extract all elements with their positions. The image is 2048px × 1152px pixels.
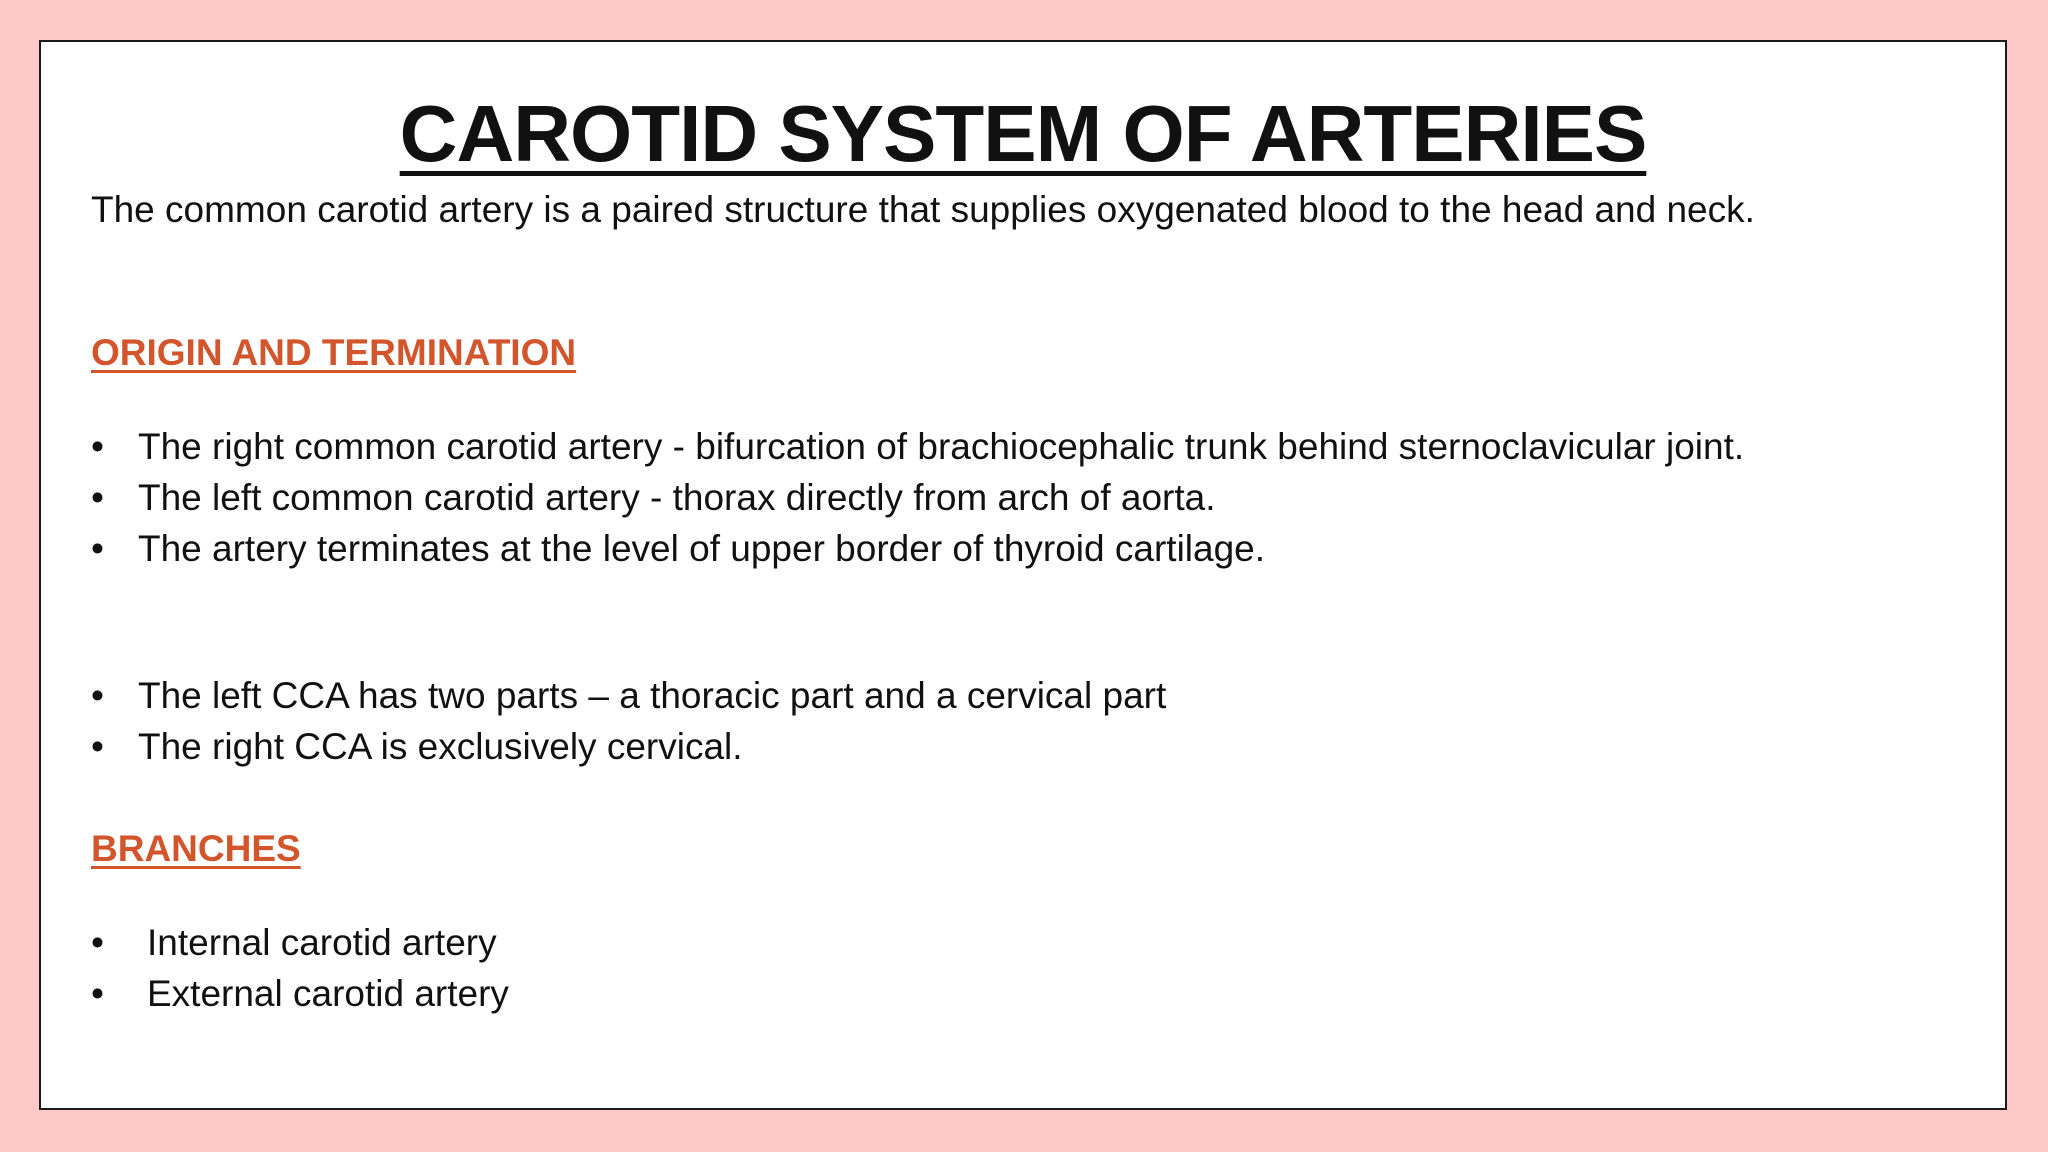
list-item-text: Internal carotid artery (147, 922, 497, 963)
list-item (91, 523, 1744, 574)
branches-heading: BRANCHES (91, 828, 301, 869)
list-item (91, 968, 509, 1019)
origin-heading: ORIGIN AND TERMINATION (91, 332, 577, 373)
slide-title-text: CAROTID SYSTEM OF ARTERIES (399, 89, 1647, 178)
bullet-icon: • (91, 675, 104, 716)
list-item-text: External carotid artery (147, 973, 509, 1014)
bullet-icon: • (91, 528, 104, 569)
list-item-text: The left common carotid artery - thorax directly from arch of aorta. (138, 477, 1216, 518)
list-item (91, 421, 1744, 472)
bullet-icon: • (91, 426, 104, 467)
origin-list (91, 421, 1744, 574)
list-item-text: The left CCA has two parts – a thoracic part and a cervical part (138, 675, 1167, 716)
list-item (91, 472, 1744, 523)
list-item-text: The right common carotid artery - bifurcation of brachiocephalic trunk behind sternoclavicular joint. (138, 426, 1745, 467)
slide-title (41, 89, 2005, 178)
list-item (91, 670, 1166, 721)
bullet-icon: • (91, 726, 104, 767)
bullet-icon: • (91, 922, 104, 963)
list-item-text: The right CCA is exclusively cervical. (138, 726, 743, 767)
slide-panel (39, 40, 2007, 1110)
parts-list (91, 670, 1166, 772)
bullet-icon: • (91, 477, 104, 518)
list-item (91, 917, 509, 968)
intro-text: The common carotid artery is a paired structure that supplies oxygenated blood to the head and neck. (91, 189, 1755, 230)
list-item (91, 721, 1166, 772)
bullet-icon: • (91, 973, 104, 1014)
branches-list (91, 917, 509, 1019)
list-item-text: The artery terminates at the level of upper border of thyroid cartilage. (138, 528, 1266, 569)
